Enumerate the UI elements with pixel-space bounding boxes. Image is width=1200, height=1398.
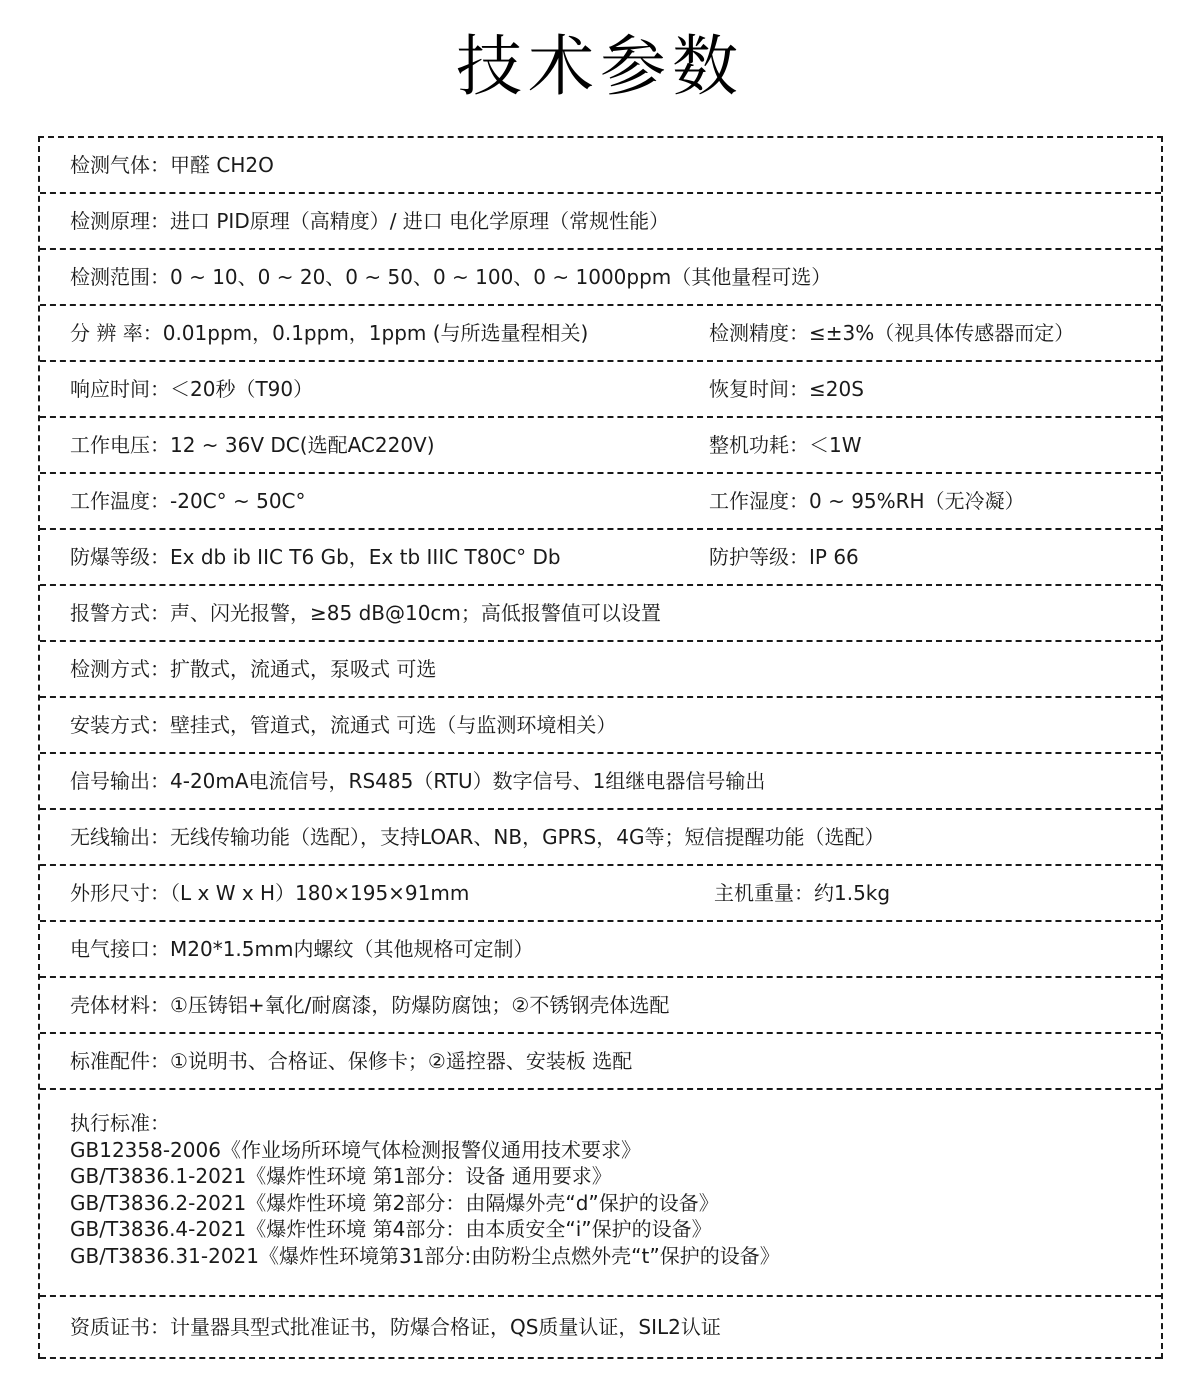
spec-wireless-output: 无线输出：无线传输功能（选配），支持LOAR、NB，GPRS，4G等；短信提醒功能（选配） xyxy=(70,825,885,849)
spec-gas: 检测气体：甲醛 CH2O xyxy=(70,153,274,177)
spec-row-range xyxy=(40,250,1161,306)
standard-item: GB12358-2006《作业场所环境气体检测报警仪通用技术要求》 xyxy=(70,1137,641,1162)
spec-row-voltage xyxy=(40,418,1161,474)
spec-row-wireless xyxy=(40,810,1161,866)
spec-row-alarm xyxy=(40,586,1161,642)
spec-row-accessories xyxy=(40,1034,1161,1090)
spec-row-detection-mode xyxy=(40,642,1161,698)
spec-row-certification xyxy=(40,1297,1161,1359)
spec-row-gas xyxy=(40,138,1161,194)
spec-voltage: 工作电压：12 ~ 36V DC(选配AC220V) xyxy=(70,433,435,457)
standards-heading: 执行标准： xyxy=(70,1111,170,1135)
standard-item: GB/T3836.1-2021《爆炸性环境 第1部分：设备 通用要求》 xyxy=(70,1164,612,1188)
spec-installation: 安装方式：壁挂式，管道式，流通式 可选（与监测环境相关） xyxy=(70,713,617,737)
spec-table xyxy=(38,136,1163,1359)
spec-row-response xyxy=(40,362,1161,418)
spec-alarm: 报警方式：声、闪光报警，≥85 dB@10cm；高低报警值可以设置 xyxy=(70,601,661,625)
spec-row-standards xyxy=(40,1090,1161,1297)
spec-response-time: 响应时间：＜20秒（T90） xyxy=(70,377,314,401)
standard-item: GB/T3836.2-2021《爆炸性环境 第2部分：由隔爆外壳“d”保护的设备》 xyxy=(70,1190,719,1215)
spec-humidity: 工作湿度：0 ~ 95%RH（无冷凝） xyxy=(709,489,1025,513)
spec-row-signal xyxy=(40,754,1161,810)
spec-row-housing xyxy=(40,978,1161,1034)
spec-detection-mode: 检测方式：扩散式，流通式，泵吸式 可选 xyxy=(70,657,437,681)
spec-dimensions: 外形尺寸：（L x W x H）180×195×91mm xyxy=(70,881,470,905)
spec-recovery-time: 恢复时间：≤20S xyxy=(709,377,864,401)
spec-row-dimensions xyxy=(40,866,1161,922)
spec-row-interface xyxy=(40,922,1161,978)
spec-principle: 检测原理：进口 PID原理（高精度）/ 进口 电化学原理（常规性能） xyxy=(70,209,670,233)
standard-item: GB/T3836.31-2021《爆炸性环境第31部分:由防粉尘点燃外壳“t”保护的设备》 xyxy=(70,1243,780,1268)
spec-temperature: 工作温度：-20C° ~ 50C° xyxy=(70,489,306,513)
spec-protection-grade: 防护等级：IP 66 xyxy=(709,545,859,569)
spec-power: 整机功耗：＜1W xyxy=(709,433,862,457)
spec-electrical-interface: 电气接口：M20*1.5mm内螺纹（其他规格可定制） xyxy=(70,937,534,961)
spec-row-resolution xyxy=(40,306,1161,362)
spec-row-installation xyxy=(40,698,1161,754)
spec-certification: 资质证书：计量器具型式批准证书，防爆合格证，QS质量认证，SIL2认证 xyxy=(70,1315,721,1339)
spec-resolution: 分 辨 率：0.01ppm，0.1ppm，1ppm (与所选量程相关) xyxy=(70,321,589,345)
spec-row-temperature xyxy=(40,474,1161,530)
standard-item: GB/T3836.4-2021《爆炸性环境 第4部分：由本质安全“i”保护的设备》 xyxy=(70,1217,712,1241)
page-title: 技术参数 xyxy=(456,28,744,105)
spec-row-principle xyxy=(40,194,1161,250)
spec-row-explosion xyxy=(40,530,1161,586)
spec-explosion-grade: 防爆等级：Ex db ib IIC T6 Gb，Ex tb IIIC T80C° Db xyxy=(70,545,561,569)
spec-signal-output: 信号输出：4-20mA电流信号，RS485（RTU）数字信号、1组继电器信号输出 xyxy=(70,769,766,793)
spec-housing-material: 壳体材料：①压铸铝+氧化/耐腐漆，防爆防腐蚀；②不锈钢壳体选配 xyxy=(70,993,670,1017)
spec-range: 检测范围：0 ~ 10、0 ~ 20、0 ~ 50、0 ~ 100、0 ~ 1000ppm（其他量程可选） xyxy=(70,265,832,289)
spec-weight: 主机重量：约1.5kg xyxy=(714,881,891,905)
spec-accuracy: 检测精度：≤±3%（视具体传感器而定） xyxy=(709,321,1075,345)
spec-accessories: 标准配件：①说明书、合格证、保修卡；②遥控器、安装板 选配 xyxy=(70,1049,633,1073)
